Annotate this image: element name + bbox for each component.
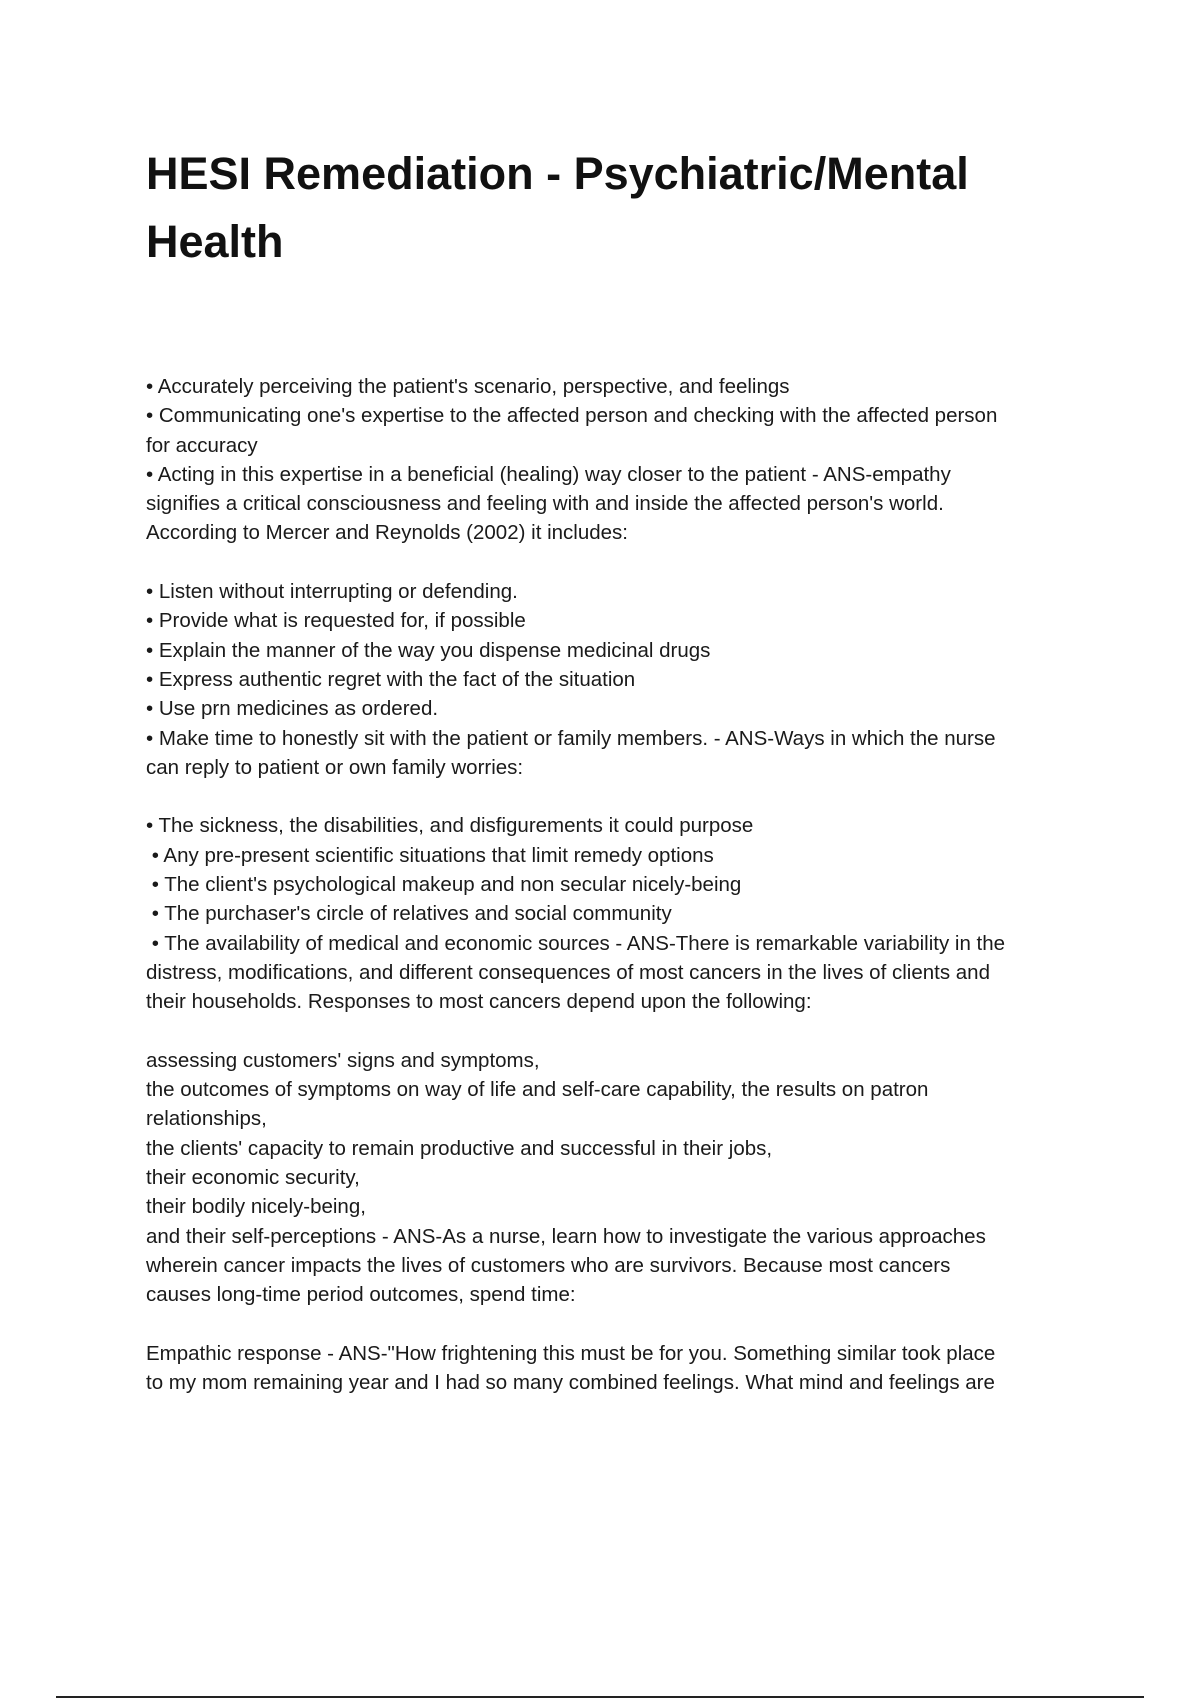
document-body	[146, 372, 1086, 1397]
text-line: • The purchaser's circle of relatives and social community	[146, 902, 672, 926]
text-line: • Listen without interrupting or defending.	[146, 580, 518, 604]
blank-line	[146, 1017, 1086, 1046]
text-line: • Acting in this expertise in a beneficial (healing) way closer to the patient - ANS-empathy	[146, 462, 951, 486]
text-line: • Communicating one's expertise to the affected person and checking with the affected person	[146, 404, 998, 428]
text-line: According to Mercer and Reynolds (2002) it includes:	[146, 521, 628, 545]
text-line: Empathic response - ANS-"How frightening this must be for you. Something similar took place	[146, 1341, 996, 1365]
text-line: their households. Responses to most cancers depend upon the following:	[146, 990, 812, 1014]
text-line: • Provide what is requested for, if possible	[146, 609, 526, 633]
blank-line	[146, 548, 1086, 577]
text-line: for accuracy	[146, 433, 258, 457]
text-line: and their self-perceptions - ANS-As a nurse, learn how to investigate the various approaches	[146, 1224, 986, 1248]
page-title	[146, 140, 1086, 276]
page-title-line-2: Health	[146, 216, 284, 267]
text-line: • Use prn medicines as ordered.	[146, 697, 439, 721]
text-line: their economic security,	[146, 1166, 360, 1190]
text-line: • The availability of medical and economic sources - ANS-There is remarkable variability in the	[146, 931, 1006, 955]
text-line: the clients' capacity to remain productive and successful in their jobs,	[146, 1136, 773, 1160]
text-line: to my mom remaining year and I had so many combined feelings. What mind and feelings are	[146, 1371, 995, 1395]
text-line: signifies a critical consciousness and feeling with and inside the affected person's world.	[146, 492, 944, 516]
text-line: • Accurately perceiving the patient's scenario, perspective, and feelings	[146, 375, 790, 398]
text-line: causes long-time period outcomes, spend time:	[146, 1283, 576, 1307]
page-title-line-1: HESI Remediation - Psychiatric/Mental	[146, 148, 969, 199]
text-line: • Explain the manner of the way you dispense medicinal drugs	[146, 638, 711, 662]
text-line: • The sickness, the disabilities, and disfigurements it could purpose	[146, 814, 754, 838]
blank-line	[146, 1310, 1086, 1339]
text-line: • Any pre-present scientific situations that limit remedy options	[146, 843, 714, 867]
blank-line	[146, 782, 1086, 811]
text-line: relationships,	[146, 1107, 267, 1131]
text-line: distress, modifications, and different consequences of most cancers in the lives of clients and	[146, 960, 990, 984]
text-line: their bodily nicely-being,	[146, 1195, 366, 1219]
text-line: wherein cancer impacts the lives of customers who are survivors. Because most cancers	[146, 1253, 951, 1277]
footer-divider	[56, 1696, 1144, 1698]
text-line: the outcomes of symptoms on way of life and self-care capability, the results on patron	[146, 1078, 929, 1102]
text-line: can reply to patient or own family worries:	[146, 755, 524, 779]
text-line: • Make time to honestly sit with the patient or family members. - ANS-Ways in which the nurse	[146, 726, 996, 750]
text-line: • The client's psychological makeup and non secular nicely-being	[146, 873, 742, 897]
text-line: assessing customers' signs and symptoms,	[146, 1048, 540, 1072]
text-line: • Express authentic regret with the fact of the situation	[146, 667, 636, 691]
